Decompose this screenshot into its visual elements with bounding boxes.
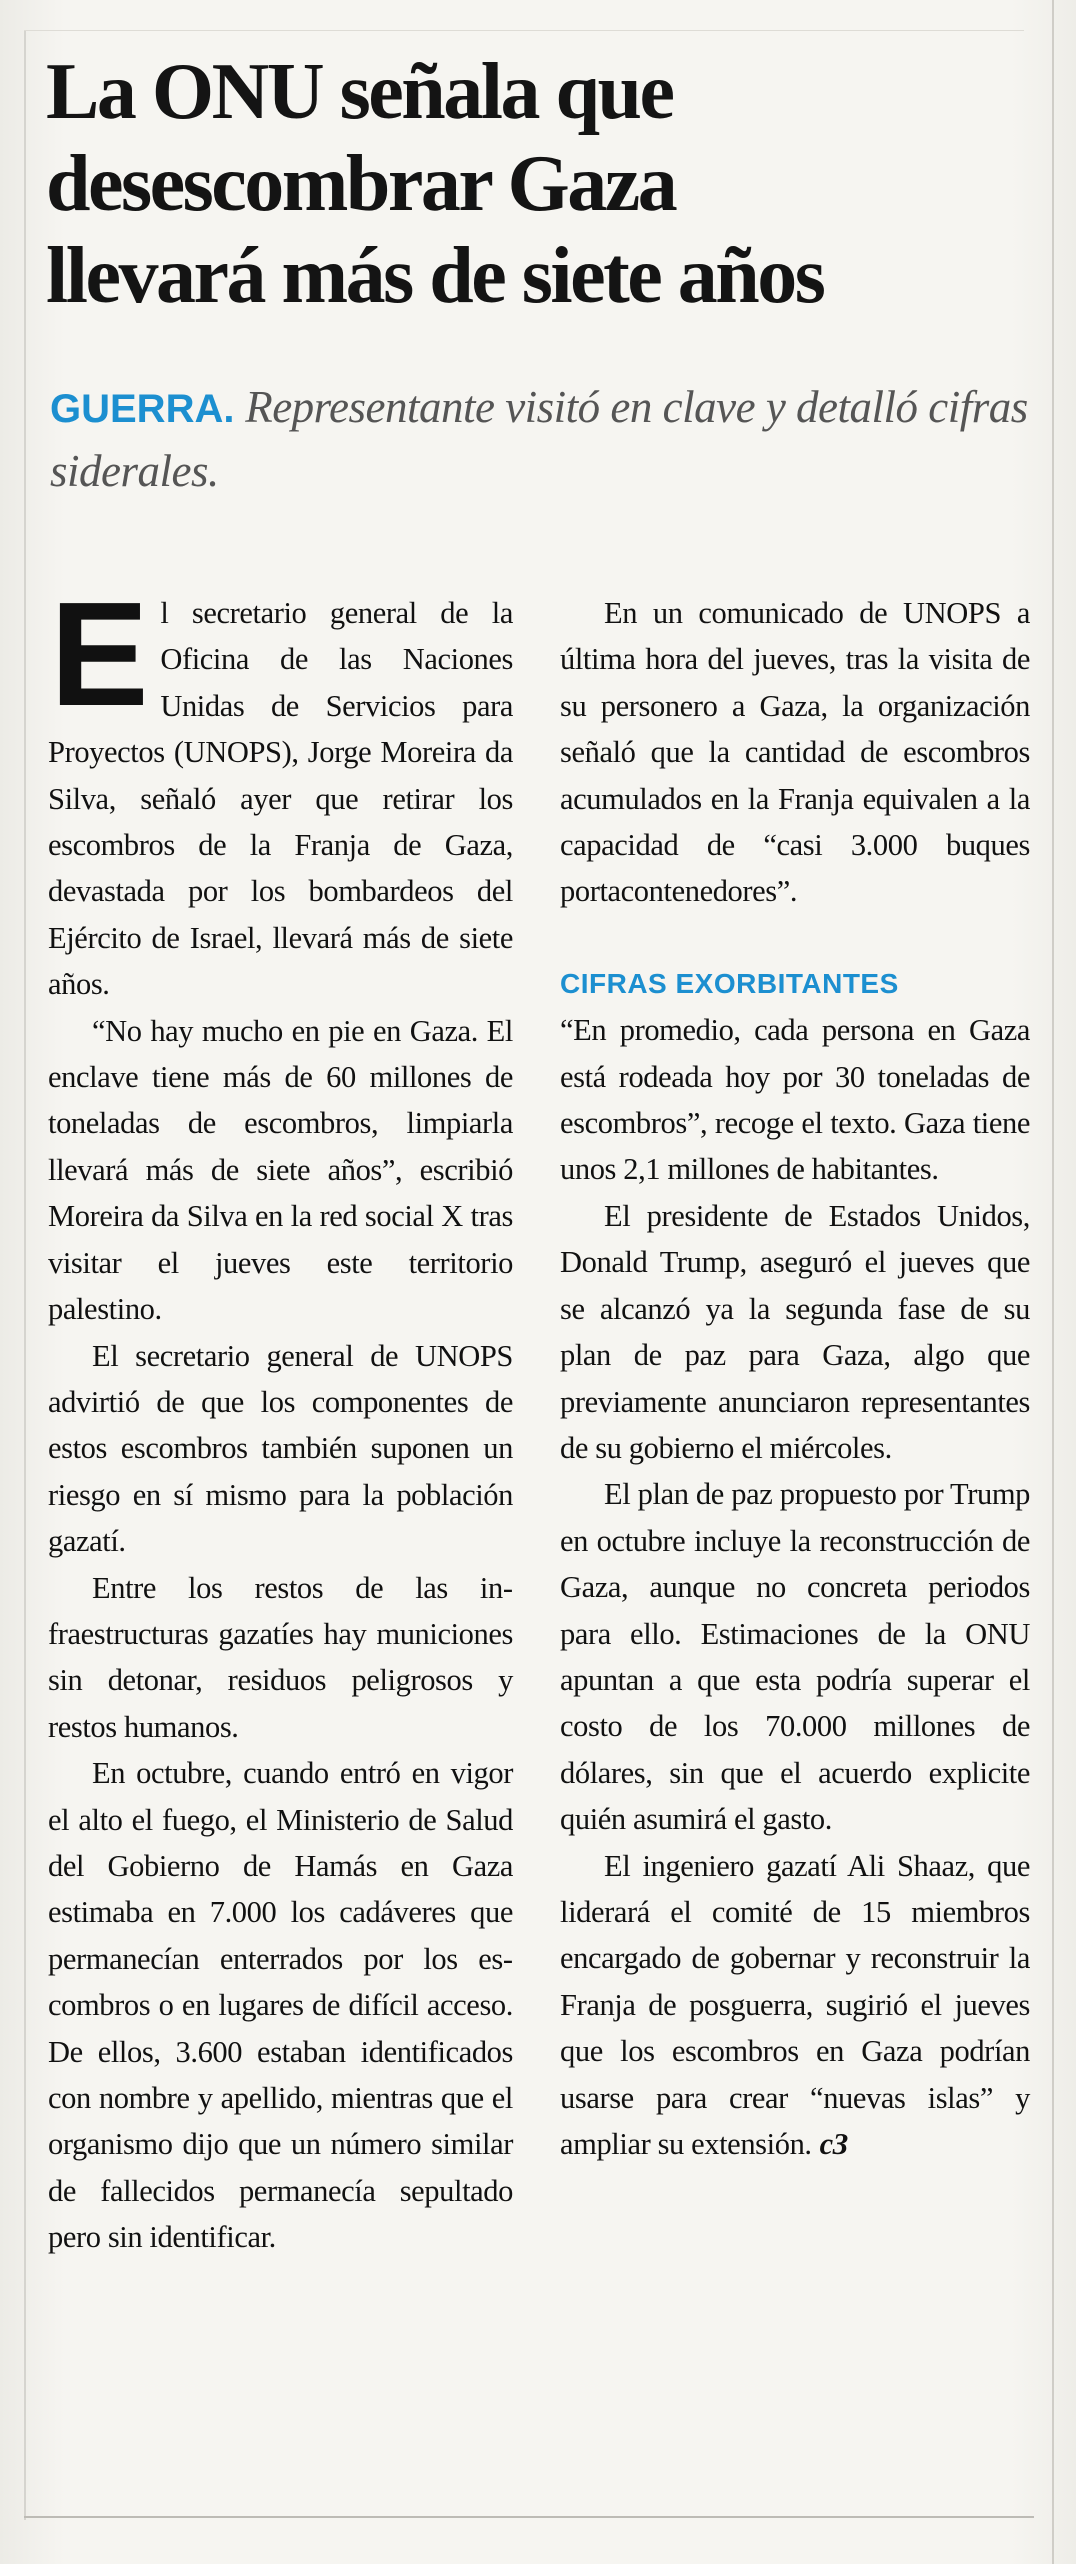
paragraph-text: El ingeniero gazatí Ali Shaaz, que liderará el comité de 15 miembros encargado de gobernar y reconstruir la Franja de posguerra, sugirió el jueves que los escombros en Gaza podrían usarse para crear “nuevas islas” y ampliar su extensión. bbox=[560, 1848, 1030, 2161]
left-divider bbox=[24, 30, 26, 2520]
right-column bbox=[560, 590, 1030, 2167]
deck bbox=[50, 376, 1040, 502]
headline-line: llevará más de siete años bbox=[46, 232, 824, 320]
section-kicker: GUERRA. bbox=[50, 387, 235, 431]
end-mark-icon: cЗ bbox=[819, 2127, 848, 2161]
headline-line: desescombrar Gaza bbox=[46, 140, 676, 228]
headline-line: La ONU señala que bbox=[46, 48, 673, 136]
dropcap: E bbox=[50, 572, 149, 737]
body-paragraph bbox=[560, 1843, 1030, 2168]
body-paragraph: En un comunicado de UNOPS a última hora del jueves, tras la visita de su personero a Gaza, la organización señaló que la cantidad de escombros acumulados en la Franja equivalen a la capacidad de “casi 3.000 buques portacontenedores”. bbox=[560, 596, 1030, 909]
top-divider bbox=[24, 30, 1024, 31]
body-paragraph: “En promedio, cada persona en Gaza está rodeada hoy por 30 toneladas de escombros”, recoge el texto. Gaza tiene unos 2,1 millones de habitantes. bbox=[560, 1013, 1030, 1187]
headline bbox=[46, 46, 1036, 322]
bottom-divider bbox=[24, 2516, 1034, 2518]
body-paragraph: Entre los restos de las infraestructuras gazatíes hay municiones sin detonar, residuos peligrosos y restos humanos. bbox=[48, 1570, 513, 1744]
body-paragraph: El secretario general de UNOPS advirtió de que los componentes de estos escombros también suponen un riesgo en sí mismo para la población gazatí. bbox=[48, 1338, 513, 1559]
deck-text: Representante visitó en clave y detalló cifras siderales. bbox=[50, 382, 1028, 496]
body-paragraph: El plan de paz propuesto por Trump en octubre incluye la reconstrucción de Gaza, aunque no concreta periodos para ello. Estimaciones de la ONU apuntan a que esta podría superar el costo de los 70.000 millones de dólares, sin que el acuerdo explicite quién asumirá el gasto. bbox=[560, 1477, 1030, 1837]
paragraph-text: l secretario general de la Oficina de las Naciones Unidas de Servicios para Proyectos (UNOPS), Jorge Moreira da Silva, señaló ayer que retirar los escombros de la Franja de Gaza, devastada por los bombardeos del Ejército de Israel, llevará más de siete años. bbox=[48, 596, 513, 1002]
right-divider bbox=[1052, 0, 1054, 2564]
body-paragraph: El presidente de Estados Unidos, Donald Trump, aseguró el jueves que se alcanzó ya la segunda fase de su plan de paz para Gaza, algo que previamente anunciaron representantes de su gobierno el miércoles. bbox=[560, 1198, 1030, 1465]
body-paragraph: En octubre, cuando entró en vigor el alto el fuego, el Ministerio de Salud del Gobierno de Hamás en Gaza estimaba en 7.000 los cadáveres que permanecían enterrados por los escombros o en lugares de difícil acceso. De ellos, 3.600 estaban identificados con nombre y apellido, mientras que el organismo dijo que un número similar de fallecidos permanecía sepultado pero sin identificar. bbox=[48, 1756, 513, 2255]
body-paragraph bbox=[48, 572, 513, 1008]
body-paragraph: “No hay mucho en pie en Gaza. El enclave tiene más de 60 millones de toneladas de escombros, limpiarla llevará más de siete años”, escribió Moreira da Silva en la red social X tras visitar el jueves este territorio palestino. bbox=[48, 1013, 513, 1327]
left-column bbox=[48, 572, 513, 2261]
subhead: CIFRAS EXORBITANTES bbox=[560, 967, 899, 999]
